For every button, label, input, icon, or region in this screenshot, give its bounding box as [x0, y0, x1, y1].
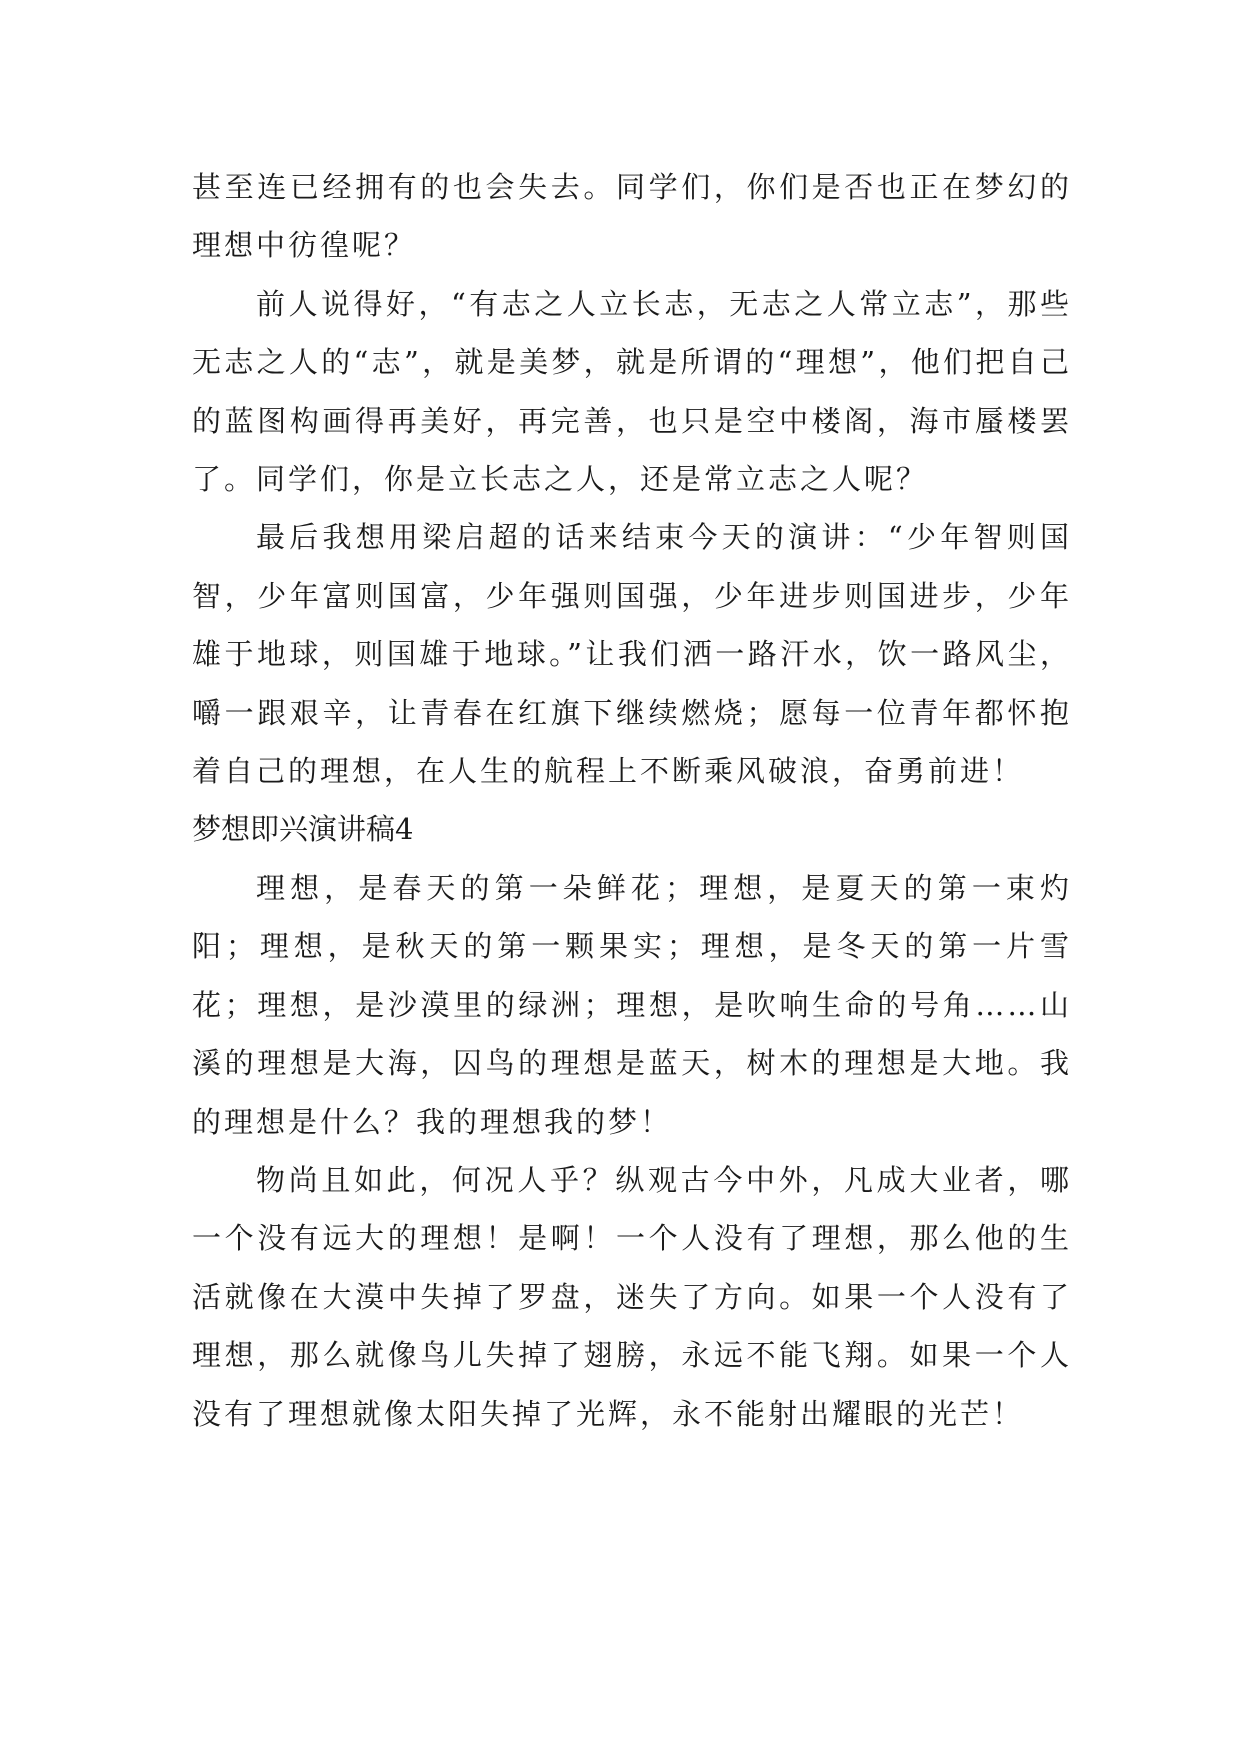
paragraph-3: 最后我想用梁启超的话来结束今天的演讲：“少年智则国智，少年富则国富，少年强则国强，少年进步则国进步，少年雄于地球，则国雄于地球。”让我们洒一路汗水，饮一路风尘，嚼一跟艰辛，让青春在红旗下继续燃烧；愿每一位青年都怀抱着自己的理想，在人生的航程上不断乘风破浪，奋勇前进！	[192, 520, 1072, 789]
document-body	[192, 158, 1072, 1443]
paragraph-5: 物尚且如此，何况人乎？纵观古今中外，凡成大业者，哪一个没有远大的理想！是啊！一个人没有了理想，那么他的生活就像在大漠中失掉了罗盘，迷失了方向。如果一个人没有了理想，那么就像鸟儿失掉了翅膀，永远不能飞翔。如果一个人没有了理想就像太阳失掉了光辉，永不能射出耀眼的光芒！	[192, 1162, 1072, 1431]
paragraph-1: 甚至连已经拥有的也会失去。同学们，你们是否也正在梦幻的理想中彷徨呢？	[192, 170, 1072, 263]
paragraph-4: 理想，是春天的第一朵鲜花；理想，是夏天的第一束灼阳；理想，是秋天的第一颗果实；理想，是冬天的第一片雪花；理想，是沙漠里的绿洲；理想，是吹响生命的号角……山溪的理想是大海，囚鸟的理想是蓝天，树木的理想是大地。我的理想是什么？我的理想我的梦！	[192, 870, 1072, 1139]
section-heading: 梦想即兴演讲稿4	[192, 812, 414, 847]
paragraph-2: 前人说得好，“有志之人立长志，无志之人常立志”，那些无志之人的“志”，就是美梦，就是所谓的“理想”，他们把自己的蓝图构画得再美好，再完善，也只是空中楼阁，海市蜃楼罢了。同学们，你是立长志之人，还是常立志之人呢？	[192, 286, 1072, 497]
